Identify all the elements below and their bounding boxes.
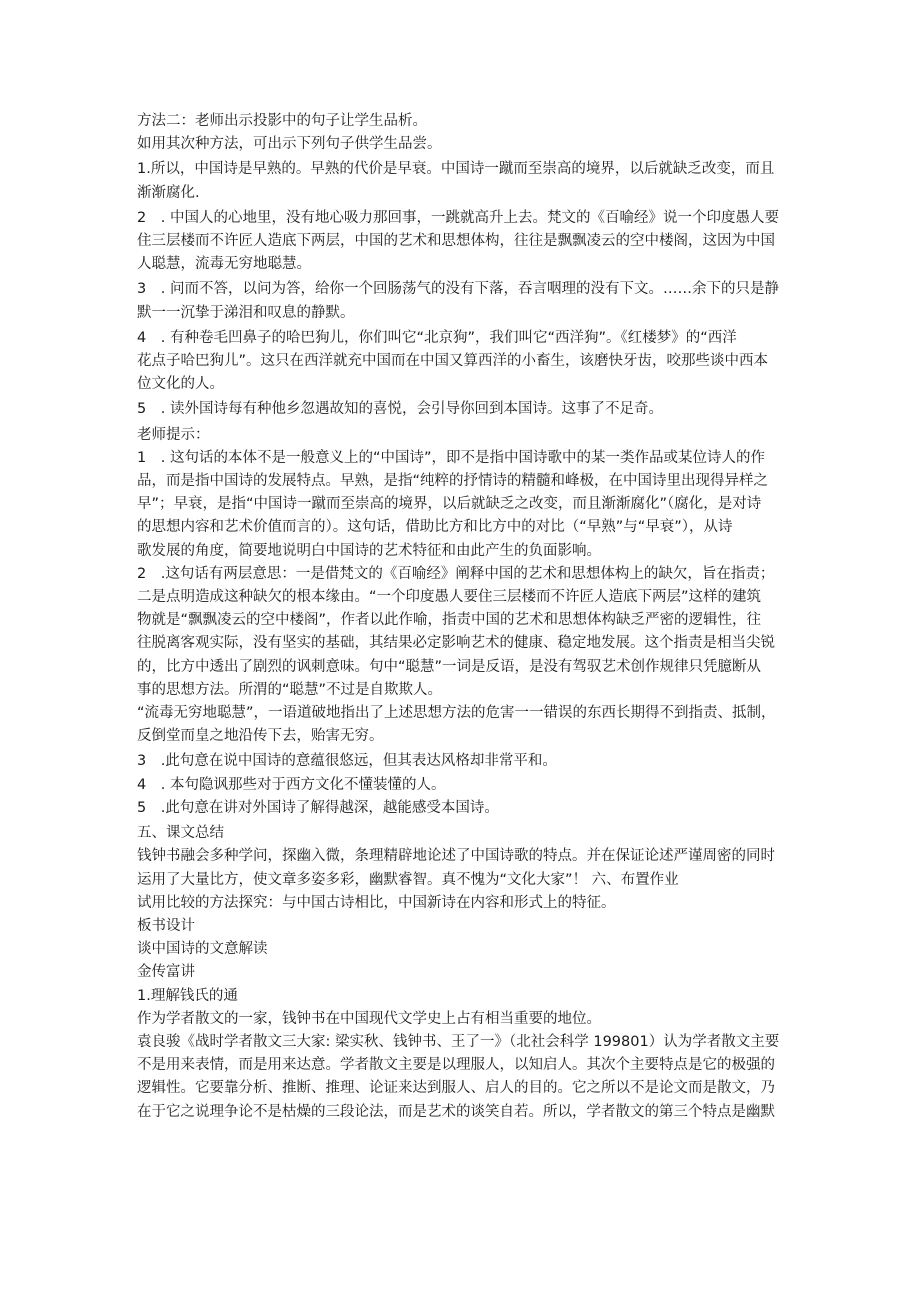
text-line: 谈中国诗的文意解读 [137,941,268,958]
section-heading: 五、课文总结 [137,825,224,842]
text-line: 默一一沉挚于涕泪和叹息的静默。 [137,304,355,321]
text-line: 2 . 中国人的心地里，没有地心吸力那回事，一跳就高升上去。梵文的《百喻经》说一个印度愚人要 [137,209,779,226]
text-line: 金传富讲 [137,964,195,981]
text-line: 歌发展的角度，简要地说明白中国诗的艺术特征和由此产生的负面影响。 [137,542,601,559]
text-line: 作为学者散文的一家，钱钟书在中国现代文学史上占有相当重要的地位。 [137,1010,601,1027]
text-line: 运用了大量比方，使文章多姿多彩，幽默睿智。真不愧为“文化大家”！ 六、布置作业 [137,871,679,888]
text-line: 事的思想方法。所渭的“聪慧”不过是自欺欺人。 [137,681,443,698]
text-line: 的，比方中透出了剧烈的讽刺意味。句中“聪慧”一词是反语，是没有驾驭艺术创作规律只凭臆断从 [137,658,762,675]
text-line: 品，而是指中国诗的发展特点。早熟，是指“纯粹的抒情诗的精髓和峰极，在中国诗里出现得异样之 [137,473,769,490]
text-line: 逻辑性。它要靠分析、推断、推理、论证来达到服人、启人的目的。它之所以不是论文而是散文，乃 [137,1080,775,1097]
text-line: 渐渐腐化. [137,184,200,201]
text-line: 物就是“飘飘凌云的空中楼阁”，作者以此作喻，指责中国的艺术和思想体构缺乏严密的逻辑性，往 [137,612,762,629]
text-line: 3 .此句意在说中国诗的意蕴很悠远，但其表达风格却非常平和。 [137,753,557,770]
section-heading: 老师提示： [137,426,210,443]
text-line: 1.所以，中国诗是早熟的。早熟的代价是早衰。中国诗一蹴而至崇高的境界，以后就缺乏改变，而且 [137,161,775,178]
text-line: 4 . 本句隐讽那些对于西方文化不懂装懂的人。 [137,776,446,793]
text-line: 位文化的人。 [137,376,224,393]
text-line: 反倒堂而皇之地沿传下去，贻害无穷。 [137,728,384,745]
text-line: 2 .这句话有两层意思：一是借梵文的《百喻经》阐释中国的艺术和思想体构上的缺欠，旨在指责； [137,565,775,582]
text-line: 如用其次种方法，可出示下列句子供学生品尝。 [137,136,442,153]
text-line: 早”；早衰，是指“中国诗一蹴而至崇高的境界，以后就缺乏之改变，而且渐渐腐化”（腐化，是对诗 [137,496,762,513]
text-line: “流毒无穷地聪慧”，一语道破地指出了上述思想方法的危害一一错误的东西长期得不到指责、抵制， [137,705,776,722]
text-line: 试用比较的方法探究：与中国古诗相比，中国新诗在内容和形式上的特征。 [137,894,616,911]
text-line: 钱钟书融会多种学问，探幽入微，条理精辟地论述了中国诗歌的特点。并在保证论述严谨周密的同时 [137,848,775,865]
text-line: 住三层楼而不许匠人造底下两层，中国的艺术和思想体构，往往是飘飘凌云的空中楼阁，这因为中国 [137,233,775,250]
text-line: 3 . 问而不答，以问为答，给你一个回肠荡气的没有下落，吞言咽理的没有下文。……余下的只是静 [137,281,779,298]
text-line: 袁良骏《战时学者散文三大家: 梁实秋、钱钟书、王了一》（北社会科学 199801）认为学者散文主要 [137,1033,780,1050]
text-line: 1 . 这句话的本体不是一般意义上的“中国诗”，即不是指中国诗歌中的某一类作品或某位诗人的作 [137,449,765,466]
section-heading: 板书设计 [137,917,195,934]
document-body [137,110,793,1124]
text-line: 往脱离客观实际，没有坚实的基础，其结果必定影响艺术的健康、稳定地发展。这个指责是相当尖锐 [137,635,775,652]
text-line: 的思想内容和艺术价值而言的）。这句话，借助比方和比方中的对比（“早熟”与“早衰”），从诗 [137,519,733,536]
text-line: 在于它之说理争论不是枯燥的三段论法，而是艺术的谈笑自若。所以，学者散文的第三个特点是幽默 [137,1103,775,1120]
text-line: 二是点明造成这种缺欠的根本缘由。“一个印度愚人要住三层楼而不许匠人造底下两层”这样的建筑 [137,589,762,606]
text-line: 不是用来表情，而是用来达意。学者散文主要是以理服人，以知启人。其次个主要特点是它的极强的 [137,1057,775,1074]
text-line: 花点子哈巴狗儿”。这只在西洋就充中国而在中国又算西洋的小畜生，该磨快牙齿，咬那些谈中西本 [137,353,769,370]
text-line: 4 . 有种卷毛凹鼻子的哈巴狗儿，你们叫它“北京狗”，我们叫它“西洋狗”。《红楼梦》的“西洋 [137,329,737,346]
text-line: 5 .此句意在讲对外国诗了解得越深，越能感受本国诗。 [137,799,499,816]
text-line: 1.理解钱氏的通 [137,987,238,1004]
text-line: 5 . 读外国诗每有种他乡忽遇故知的喜悦，会引导你回到本国诗。这事了不足奇。 [137,401,663,418]
text-line: 方法二：老师出示投影中的句子让学生品析。 [137,113,427,129]
text-line: 人聪慧，流毒无穷地聪慧。 [137,256,311,273]
